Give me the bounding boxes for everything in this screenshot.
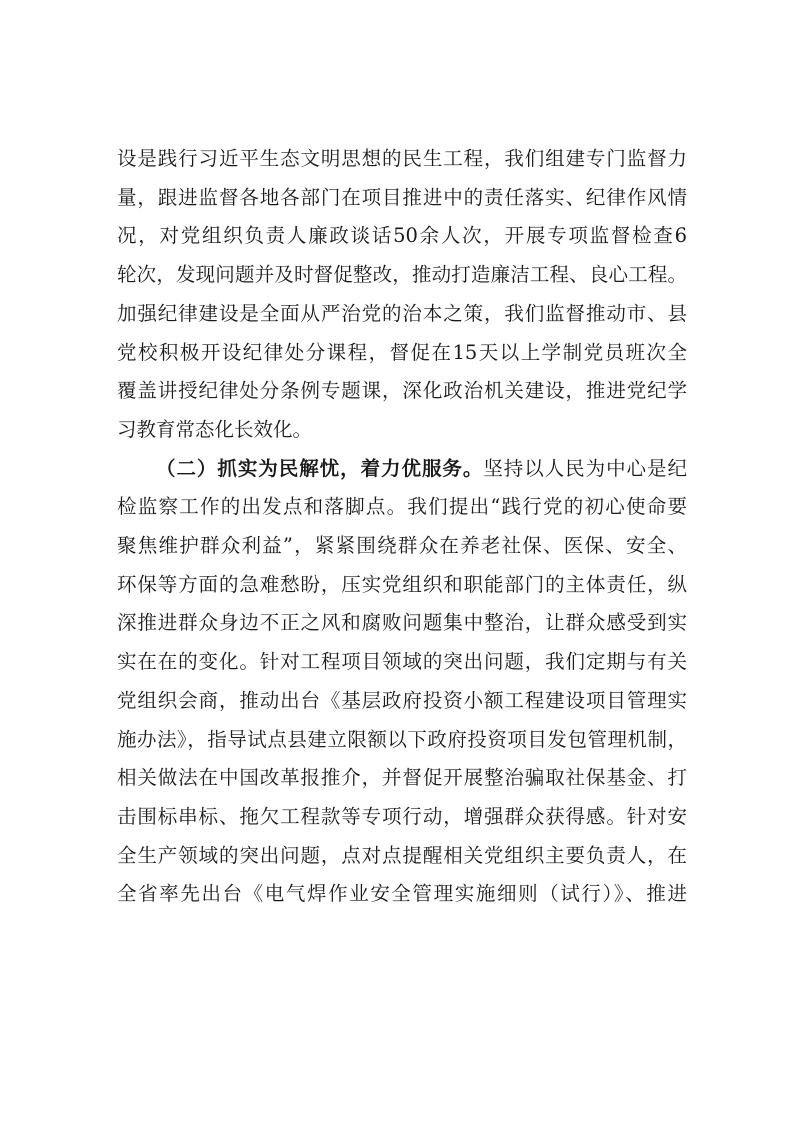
text-line: 施办法》，指导试点县建立限额以下政府投资项目发包管理机制，	[117, 727, 687, 751]
text-line: 党校积极开设纪律处分课程，督促在15天以上学制党员班次全	[117, 340, 687, 364]
document-body	[117, 140, 687, 914]
paragraph-1	[117, 140, 687, 450]
text-line: 况，对党组织负责人廉政谈话50余人次，开展专项监督检查6	[117, 224, 687, 248]
text-line: 加强纪律建设是全面从严治党的治本之策，我们监督推动市、县	[117, 301, 687, 325]
text-line: 实在在的变化。针对工程项目领域的突出问题，我们定期与有关	[117, 650, 687, 674]
section-heading: （二）抓实为民解忧，着力优服务。	[156, 456, 484, 480]
text-line: 检监察工作的出发点和落脚点。我们提出“践行党的初心使命要	[117, 495, 687, 519]
text-line: 习教育常态化长效化。	[117, 417, 313, 441]
paragraph-2	[117, 450, 687, 914]
text-line: 党组织会商，推动出台《基层政府投资小额工程建设项目管理实	[117, 688, 687, 712]
text-line: 击围标串标、拖欠工程款等专项行动，增强群众获得感。针对安	[117, 804, 687, 828]
text-segment: 坚持以人民为中心是纪	[483, 456, 687, 480]
text-line: 覆盖讲授纪律处分条例专题课，深化政治机关建设，推进党纪学	[117, 379, 687, 403]
text-line: 设是践行习近平生态文明思想的民生工程，我们组建专门监督力	[117, 147, 687, 170]
text-line: 相关做法在中国改革报推介，并督促开展整治骗取社保基金、打	[117, 766, 687, 790]
text-line: 全省率先出台《电气焊作业安全管理实施细则（试行）》、推进	[117, 882, 687, 906]
text-line: 环保等方面的急难愁盼，压实党组织和职能部门的主体责任，纵	[117, 572, 687, 596]
text-line: 量，跟进监督各地各部门在项目推进中的责任落实、纪律作风情	[117, 185, 687, 209]
paragraph-first-line	[117, 450, 687, 489]
text-line: 轮次，发现问题并及时督促整改，推动打造廉洁工程、良心工程。	[117, 263, 687, 287]
text-line: 聚焦维护群众利益”，紧紧围绕群众在养老社保、医保、安全、	[117, 534, 687, 558]
text-line: 深推进群众身边不正之风和腐败问题集中整治，让群众感受到实	[117, 611, 687, 635]
text-line: 全生产领域的突出问题，点对点提醒相关党组织主要负责人，在	[117, 843, 687, 867]
